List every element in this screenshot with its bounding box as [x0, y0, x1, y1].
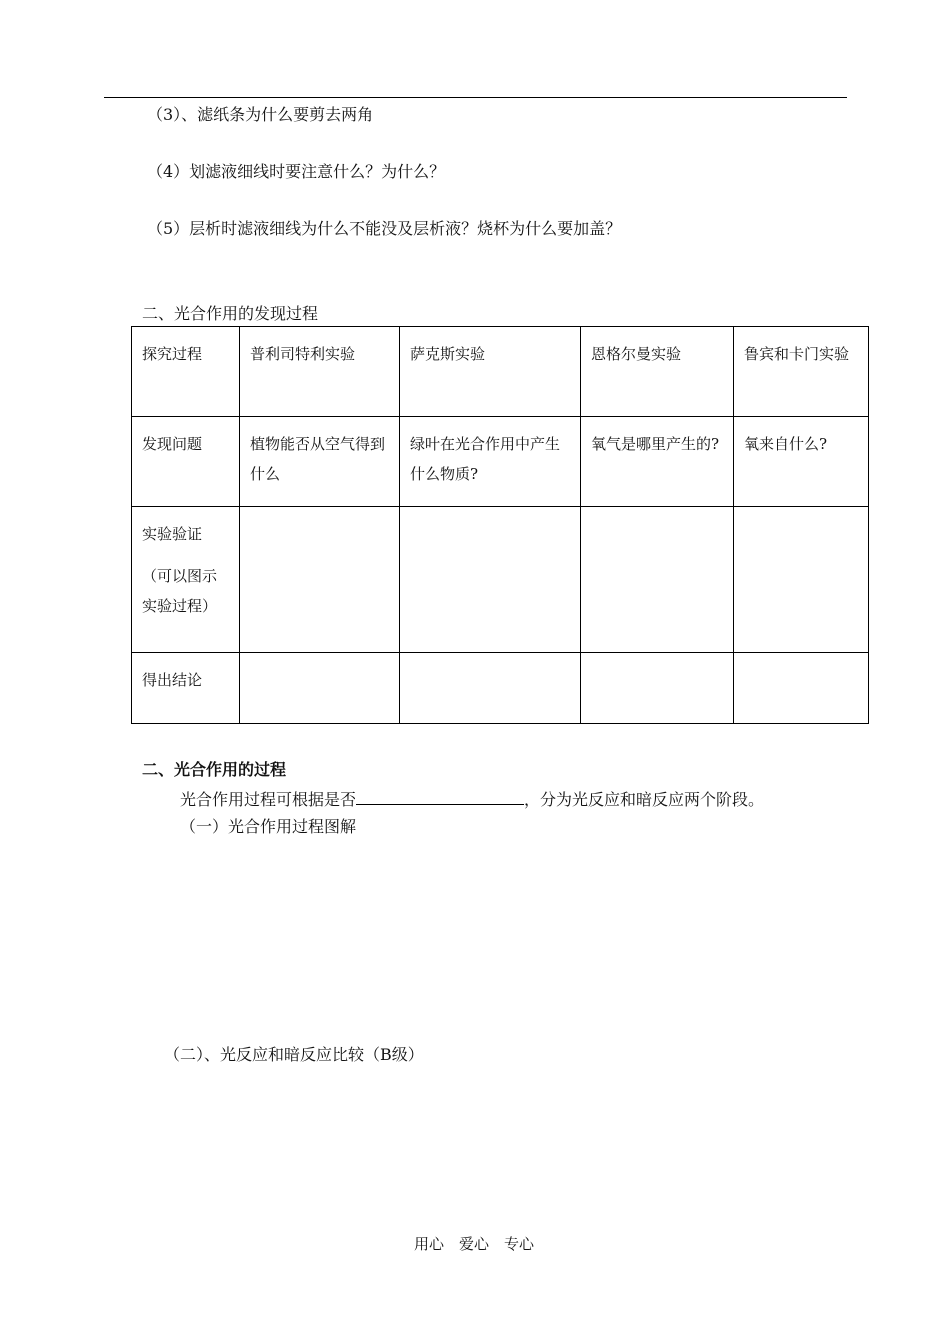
conclusion-cell-sachs [400, 653, 581, 724]
header-cell-engelmann: 恩格尔曼实验 [581, 327, 734, 417]
conclusion-cell-ruben-kamen [734, 653, 869, 724]
header-cell-sachs: 萨克斯实验 [400, 327, 581, 417]
fill-in-blank[interactable] [356, 786, 524, 805]
page-footer: 用心 爱心 专心 [414, 1235, 535, 1253]
header-rule [104, 97, 847, 98]
header-cell-ruben-kamen: 鲁宾和卡门实验 [734, 327, 869, 417]
conclusion-cell-engelmann [581, 653, 734, 724]
verify-label: 实验验证 [142, 525, 203, 543]
conclusion-label: 得出结论 [132, 653, 240, 724]
discovery-title: 二、光合作用的发现过程 [142, 304, 319, 323]
table-row-verify [132, 507, 869, 653]
verify-note: （可以图示实验过程） [142, 567, 218, 615]
table-row-problem [132, 417, 869, 507]
process-sentence [180, 786, 764, 810]
conclusion-cell-priestley [240, 653, 400, 724]
header-cell-process: 探究过程 [132, 327, 240, 417]
process-title: 二、光合作用的过程 [142, 760, 287, 779]
discovery-table [131, 326, 869, 724]
problem-cell-engelmann: 氧气是哪里产生的? [581, 417, 734, 507]
question-4: （4）划滤液细线时要注意什么？为什么？ [147, 162, 446, 181]
process-sub-comparison: （二）、光反应和暗反应比较（B级） [164, 1045, 424, 1064]
problem-cell-sachs: 绿叶在光合作用中产生什么物质? [400, 417, 581, 507]
verify-cell-priestley [240, 507, 400, 653]
question-3: （3）、滤纸条为什么要剪去两角 [147, 105, 374, 124]
header-cell-priestley: 普利司特利实验 [240, 327, 400, 417]
question-5: （5）层析时滤液细线为什么不能没及层析液？烧杯为什么要加盖？ [147, 219, 622, 238]
problem-cell-ruben-kamen: 氧来自什么? [734, 417, 869, 507]
process-sentence-after: ，分为光反应和暗反应两个阶段。 [524, 790, 765, 809]
verify-cell-engelmann [581, 507, 734, 653]
table-row-conclusion [132, 653, 869, 724]
table-row-header [132, 327, 869, 417]
verify-cell-sachs [400, 507, 581, 653]
problem-label: 发现问题 [132, 417, 240, 507]
process-sentence-before: 光合作用过程可根据是否 [180, 790, 357, 809]
process-sub-diagram: （一）光合作用过程图解 [180, 817, 357, 836]
verify-label-cell [132, 507, 240, 653]
problem-cell-priestley: 植物能否从空气得到什么 [240, 417, 400, 507]
verify-cell-ruben-kamen [734, 507, 869, 653]
